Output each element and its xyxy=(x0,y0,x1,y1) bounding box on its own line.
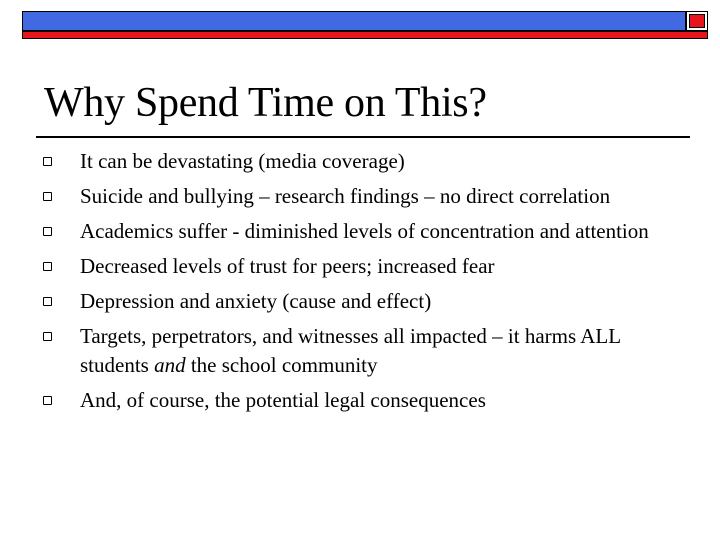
bullet-item xyxy=(40,147,680,176)
bullet-text: Decreased levels of trust for peers; increased fear xyxy=(80,254,495,278)
header-corner-square-inner xyxy=(689,14,705,28)
bullet-text: Depression and anxiety (cause and effect) xyxy=(80,289,432,313)
square-bullet-icon xyxy=(43,262,52,271)
title-underline xyxy=(36,136,690,138)
header-bar-blue xyxy=(22,11,686,31)
bullet-text-before: Targets, perpetrators, and witnesses all impacted – it harms ALL students xyxy=(80,324,621,377)
header-bar-red xyxy=(22,31,708,39)
bullet-item xyxy=(40,217,680,246)
bullet-text-after: the school community xyxy=(185,353,378,377)
bullet-text-emphasis: and xyxy=(154,353,186,377)
square-bullet-icon xyxy=(43,297,52,306)
bullet-list xyxy=(40,147,680,421)
square-bullet-icon xyxy=(43,332,52,341)
square-bullet-icon xyxy=(43,157,52,166)
bullet-item xyxy=(40,386,680,415)
bullet-text: It can be devastating (media coverage) xyxy=(80,149,405,173)
square-bullet-icon xyxy=(43,227,52,236)
bullet-text: And, of course, the potential legal consequences xyxy=(80,388,486,412)
slide-title: Why Spend Time on This? xyxy=(44,80,487,126)
bullet-item xyxy=(40,322,680,380)
bullet-item xyxy=(40,287,680,316)
square-bullet-icon xyxy=(43,396,52,405)
bullet-item xyxy=(40,252,680,281)
bullet-text: Academics suffer - diminished levels of concentration and attention xyxy=(80,219,649,243)
header-corner-square xyxy=(686,11,708,31)
bullet-item xyxy=(40,182,680,211)
square-bullet-icon xyxy=(43,192,52,201)
bullet-text: Suicide and bullying – research findings – no direct correlation xyxy=(80,184,611,208)
